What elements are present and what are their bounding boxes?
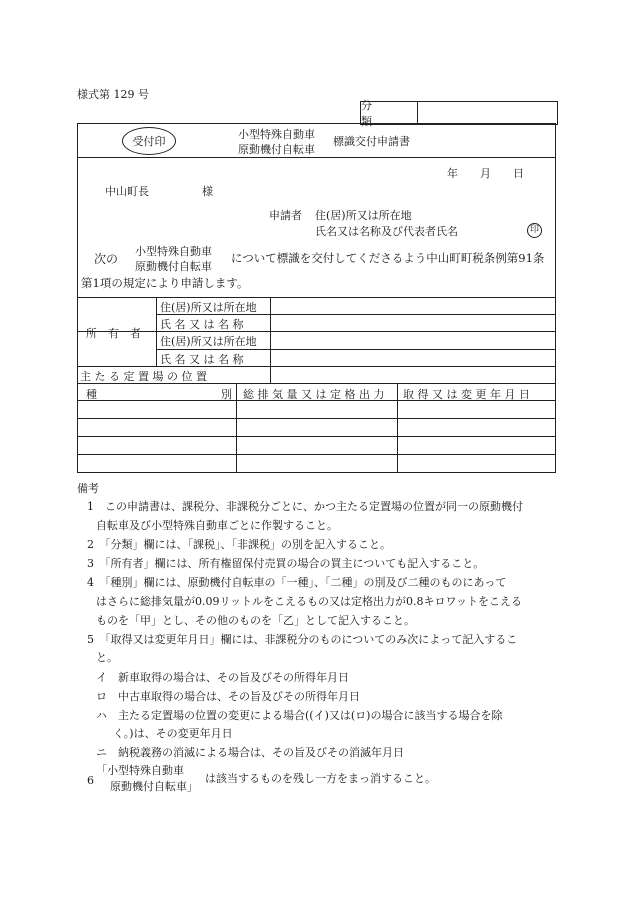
date-field[interactable]: 年 月 日 bbox=[447, 167, 524, 180]
owner-address-label-1: 住(居)所又は所在地 bbox=[160, 301, 257, 314]
note-3: 3 「所有者」欄には、所有権留保付売買の場合の買主についても記入すること。 bbox=[87, 557, 485, 570]
seal-mark: 印 bbox=[527, 223, 542, 238]
note-5a: 5 「取得又は変更年月日」欄には、非課税分のものについてのみ次によって記入するこ bbox=[87, 633, 518, 646]
owner-name-label-1: 氏 名 又 は 名 称 bbox=[160, 318, 244, 331]
form-number: 様式第 129 号 bbox=[77, 88, 149, 101]
divider bbox=[78, 436, 555, 437]
statement-type-1: 小型特殊自動車 bbox=[135, 245, 212, 258]
applicant-label: 申請者 bbox=[269, 209, 302, 222]
location-label: 主 た る 定 置 場 の 位 置 bbox=[80, 370, 207, 383]
note-1a: 1 この申請書は、課税分、非課税分ごとに、かつ主たる定置場の位置が同一の原動機付 bbox=[87, 500, 523, 513]
note-5-item-2: ロ 中古車取得の場合は、その旨及びその所得年月日 bbox=[96, 690, 360, 703]
honorific: 様 bbox=[202, 185, 213, 198]
divider bbox=[78, 383, 555, 384]
reception-stamp: 受付印 bbox=[122, 127, 176, 155]
divider bbox=[78, 331, 555, 332]
note-5-item-3a: ハ 主たる定置場の位置の変更による場合((イ)又は(ロ)の場合に該当する場合を除 bbox=[96, 709, 503, 722]
owner-name-label-2: 氏 名 又 は 名 称 bbox=[160, 353, 244, 366]
vehicle-type-2: 原動機付自転車 bbox=[238, 143, 315, 156]
addressee: 中山町長 bbox=[105, 185, 149, 198]
statement-text-1: について標識を交付してくださるよう中山町町税条例第91条 bbox=[231, 251, 545, 265]
statement-text-2: 第1項の規定により申請します。 bbox=[81, 276, 249, 290]
applicant-address-label: 住(居)所又は所在地 bbox=[315, 209, 412, 222]
col-type-1: 種 bbox=[86, 388, 97, 401]
divider bbox=[270, 297, 271, 383]
col-date: 取 得 又 は 変 更 年 月 日 bbox=[403, 388, 530, 401]
note-2: 2 「分類」欄には、「課税」、「非課税」の別を記入すること。 bbox=[87, 538, 391, 551]
divider bbox=[156, 349, 555, 350]
note-6-type-1: 「小型特殊自動車 bbox=[96, 764, 184, 777]
note-4a: 4 「種別」欄には、原動機付自転車の「一種」、「二種」の別及び二種のものにあって bbox=[87, 576, 507, 589]
divider bbox=[78, 454, 555, 455]
divider bbox=[78, 366, 555, 367]
divider bbox=[78, 297, 555, 298]
divider bbox=[236, 383, 237, 472]
divider bbox=[78, 400, 555, 401]
divider bbox=[78, 418, 555, 419]
note-5-item-3b: く。)は、その変更年月日 bbox=[113, 727, 233, 740]
divider bbox=[78, 157, 555, 158]
note-5-item-4: ニ 納税義務の消滅による場合は、その旨及びその消滅年月日 bbox=[96, 746, 404, 759]
divider bbox=[156, 314, 555, 315]
statement-prefix: 次の bbox=[94, 252, 119, 266]
owner-label: 所 有 者 bbox=[86, 327, 141, 340]
col-displacement: 総 排 気 量 又 は 定 格 出 力 bbox=[243, 388, 385, 401]
notes-heading: 備考 bbox=[77, 482, 99, 495]
form-title: 標識交付申請書 bbox=[333, 135, 410, 148]
divider bbox=[397, 383, 398, 472]
note-1b: 自転車及び小型特殊自動車ごとに作製すること。 bbox=[96, 519, 338, 532]
application-form bbox=[77, 123, 556, 473]
note-6-text: は該当するものを残し一方をまっ消すること。 bbox=[205, 772, 436, 785]
note-6-type-2: 原動機付自転車」 bbox=[110, 780, 198, 793]
note-5-item-1: イ 新車取得の場合は、その旨及びその所得年月日 bbox=[96, 671, 349, 684]
note-6-number: 6 bbox=[87, 774, 94, 787]
note-4b: はさらに総排気量が0.09リットルをこえるもの又は定格出力が0.8キロワットをこえる bbox=[96, 595, 522, 608]
owner-address-label-2: 住(居)所又は所在地 bbox=[160, 335, 257, 348]
note-4c: ものを「甲」とし、その他のものを「乙」として記入すること。 bbox=[96, 614, 415, 627]
note-5b: と。 bbox=[96, 651, 118, 664]
vehicle-type-1: 小型特殊自動車 bbox=[238, 128, 315, 141]
classification-label: 分 類 bbox=[361, 102, 418, 124]
applicant-name-label: 氏名又は名称及び代表者氏名 bbox=[315, 225, 458, 238]
statement-type-2: 原動機付自転車 bbox=[135, 260, 212, 273]
classification-box bbox=[360, 99, 558, 128]
col-type-2: 別 bbox=[221, 388, 232, 401]
divider bbox=[156, 297, 157, 367]
